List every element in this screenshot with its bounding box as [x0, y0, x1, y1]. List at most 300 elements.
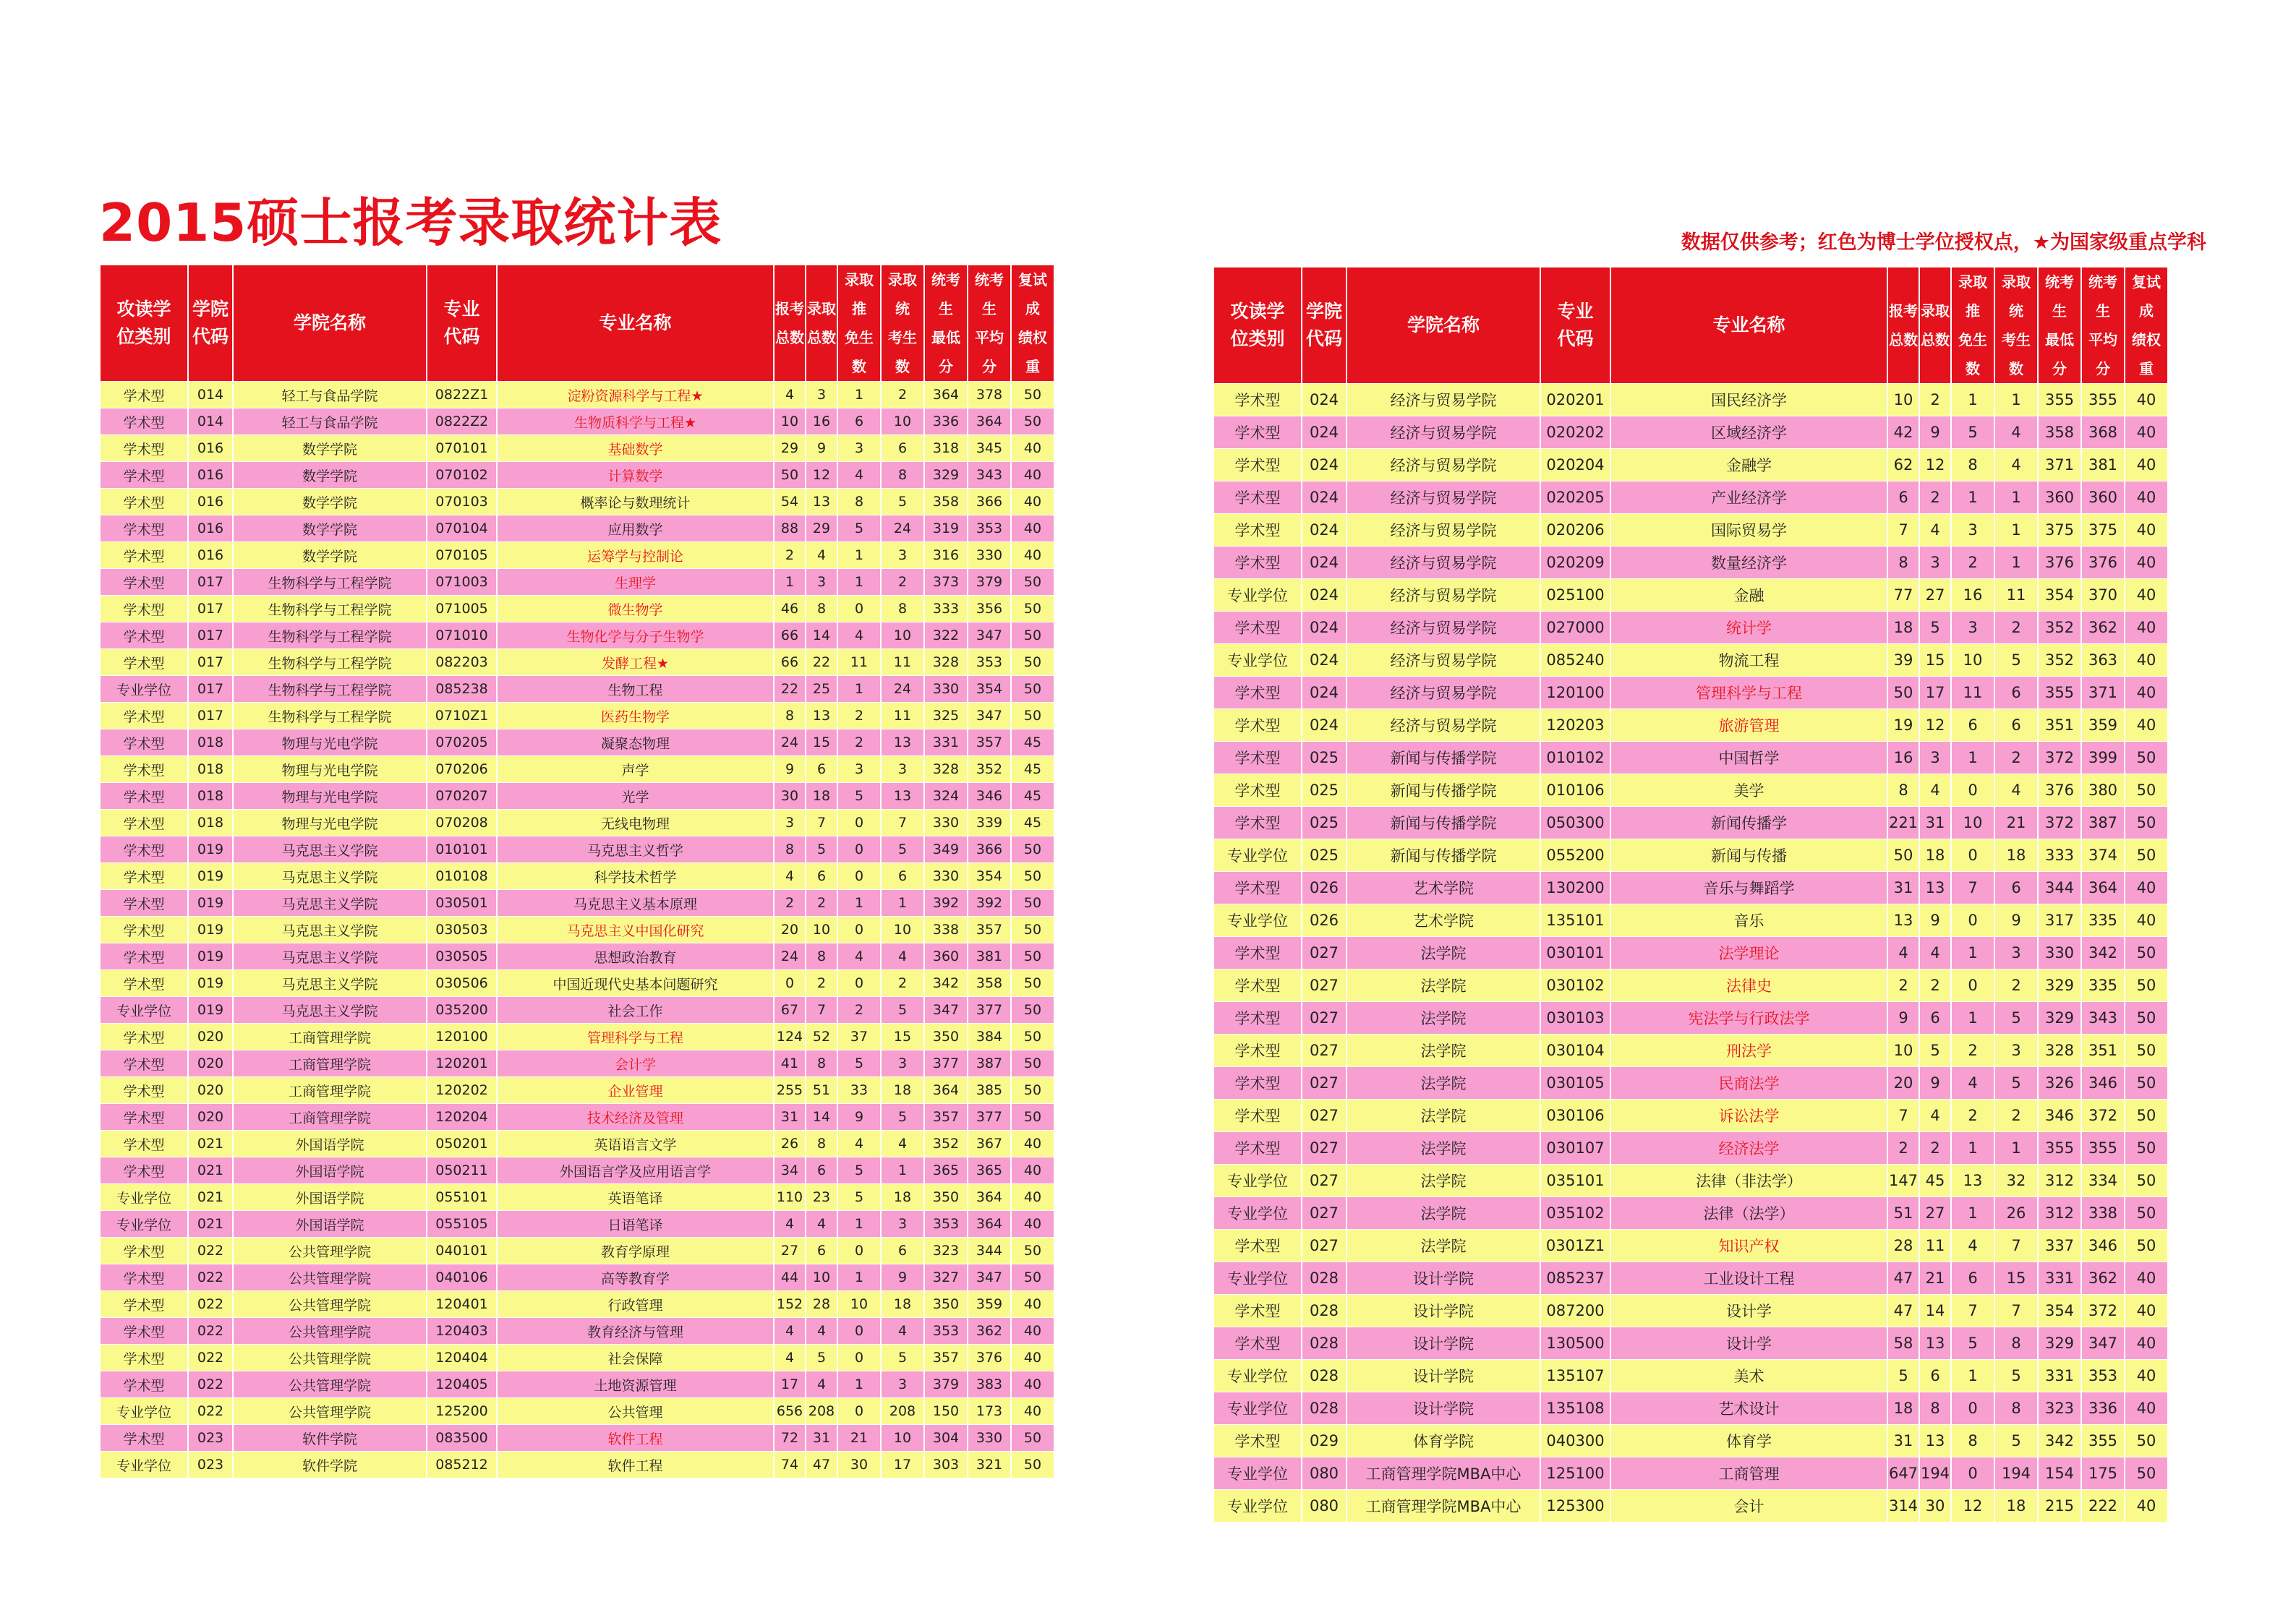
cell-exam: 3	[882, 542, 923, 568]
cell-weight: 50	[1012, 1050, 1054, 1076]
column-header-line: 录取推	[1958, 273, 1987, 320]
cell-major-code: 030102	[1541, 969, 1610, 1001]
cell-applied: 2	[1888, 1132, 1919, 1164]
cell-exempt: 5	[838, 1184, 880, 1210]
cell-college-code: 019	[189, 917, 232, 943]
table-row	[1214, 677, 2167, 708]
cell-weight: 50	[1012, 622, 1054, 648]
column-header-line: 学院	[1305, 301, 1342, 322]
cell-type: 学术型	[1214, 384, 1301, 416]
cell-exempt: 1	[1952, 937, 1994, 969]
cell-exam: 2	[882, 569, 923, 595]
table-row	[101, 1050, 1054, 1076]
cell-major-code: 120100	[1541, 677, 1610, 708]
cell-exam: 1	[882, 1157, 923, 1183]
cell-min: 342	[2039, 1425, 2081, 1457]
cell-type: 专业学位	[1214, 1165, 1301, 1196]
cell-exempt: 1	[1952, 1002, 1994, 1034]
table-row	[101, 729, 1054, 755]
cell-college: 公共管理学院	[234, 1345, 426, 1371]
cell-avg: 378	[968, 382, 1010, 408]
cell-major-code: 040106	[427, 1264, 496, 1290]
cell-min: 326	[2039, 1067, 2081, 1099]
cell-admitted: 2	[1920, 384, 1950, 416]
cell-avg: 173	[968, 1398, 1010, 1424]
cell-applied: 7	[1888, 514, 1919, 546]
cell-type: 专业学位	[1214, 1360, 1301, 1392]
cell-weight: 40	[1012, 1371, 1054, 1397]
cell-exempt: 1	[838, 890, 880, 916]
column-header-line: 攻读学	[1230, 301, 1285, 322]
cell-min: 358	[925, 489, 967, 515]
cell-exempt: 6	[1952, 709, 1994, 741]
column-header-line: 总数	[807, 329, 836, 346]
cell-exempt: 0	[838, 596, 880, 622]
cell-type: 学术型	[1214, 1002, 1301, 1034]
cell-admitted: 45	[1920, 1165, 1950, 1196]
column-header	[1920, 267, 1950, 383]
table-row	[101, 649, 1054, 675]
cell-avg: 346	[2082, 1230, 2124, 1262]
cell-major: 经济法学	[1611, 1132, 1887, 1164]
cell-admitted: 2	[806, 890, 837, 916]
cell-applied: 10	[1888, 1035, 1919, 1066]
cell-type: 学术型	[101, 1318, 187, 1344]
cell-major: 法律史	[1611, 969, 1887, 1001]
cell-college: 新闻与传播学院	[1347, 807, 1540, 839]
cell-exempt: 0	[1952, 1457, 1994, 1489]
cell-applied: 62	[1888, 449, 1919, 481]
cell-college-code: 026	[1302, 872, 1346, 904]
cell-type: 专业学位	[101, 1211, 187, 1237]
cell-avg: 338	[2082, 1197, 2124, 1229]
cell-exempt: 1	[1952, 1360, 1994, 1392]
cell-avg: 359	[968, 1291, 1010, 1317]
cell-college: 经济与贸易学院	[1347, 514, 1540, 546]
column-header-line: 代码	[192, 326, 229, 347]
column-header-line: 专业	[443, 299, 480, 320]
cell-college: 法学院	[1347, 1197, 1540, 1229]
cell-admitted: 9	[1920, 904, 1950, 936]
cell-exempt: 1	[838, 676, 880, 702]
cell-major: 中国哲学	[1611, 742, 1887, 774]
cell-weight: 40	[2125, 1490, 2167, 1522]
cell-weight: 40	[1012, 515, 1054, 541]
cell-admitted: 13	[806, 489, 837, 515]
cell-exam: 3	[882, 1371, 923, 1397]
column-header	[1995, 267, 2037, 383]
cell-weight: 50	[1012, 703, 1054, 729]
cell-college-code: 019	[189, 997, 232, 1023]
cell-exam: 10	[882, 1425, 923, 1451]
cell-applied: 29	[774, 435, 805, 461]
cell-avg: 365	[968, 1157, 1010, 1183]
cell-major-code: 0710Z1	[427, 703, 496, 729]
cell-avg: 343	[968, 462, 1010, 488]
cell-college-code: 021	[189, 1184, 232, 1210]
cell-exam: 1	[1995, 547, 2037, 578]
cell-weight: 50	[2125, 1230, 2167, 1262]
cell-avg: 347	[968, 622, 1010, 648]
cell-college: 经济与贸易学院	[1347, 547, 1540, 578]
cell-weight: 45	[1012, 756, 1054, 782]
cell-weight: 50	[1012, 1264, 1054, 1290]
cell-college-code: 022	[189, 1398, 232, 1424]
cell-college: 设计学院	[1347, 1262, 1540, 1294]
stat-table-right	[1213, 267, 2169, 1523]
cell-college: 马克思主义学院	[234, 890, 426, 916]
cell-applied: 20	[774, 917, 805, 943]
cell-weight: 50	[1012, 970, 1054, 996]
cell-college-code: 016	[189, 515, 232, 541]
cell-weight: 40	[2125, 416, 2167, 448]
cell-exam: 4	[1995, 774, 2037, 806]
cell-college-code: 024	[1302, 547, 1346, 578]
column-header-line: 专业名称	[599, 312, 672, 333]
cell-avg: 335	[2082, 969, 2124, 1001]
cell-college: 生物科学与工程学院	[234, 622, 426, 648]
cell-exempt: 1	[838, 1211, 880, 1237]
cell-exam: 3	[882, 1050, 923, 1076]
cell-min: 327	[925, 1264, 967, 1290]
cell-major-code: 070104	[427, 515, 496, 541]
cell-type: 学术型	[101, 569, 187, 595]
cell-major: 生物化学与分子生物学	[498, 622, 773, 648]
cell-weight: 50	[1012, 836, 1054, 862]
cell-type: 学术型	[1214, 612, 1301, 643]
cell-college: 公共管理学院	[234, 1264, 426, 1290]
cell-exempt: 33	[838, 1077, 880, 1103]
cell-applied: 19	[1888, 709, 1919, 741]
cell-exam: 5	[1995, 644, 2037, 676]
table-row	[101, 970, 1054, 996]
cell-exam: 26	[1995, 1197, 2037, 1229]
cell-admitted: 51	[806, 1077, 837, 1103]
column-header	[1347, 267, 1540, 383]
cell-exam: 13	[882, 783, 923, 809]
cell-major: 诉讼法学	[1611, 1100, 1887, 1131]
column-header	[1302, 267, 1346, 383]
cell-major-code: 120403	[427, 1318, 496, 1344]
cell-weight: 40	[2125, 514, 2167, 546]
cell-exam: 9	[882, 1264, 923, 1290]
column-header	[2125, 267, 2167, 383]
cell-type: 学术型	[1214, 709, 1301, 741]
cell-major-code: 035200	[427, 997, 496, 1023]
cell-weight: 40	[2125, 872, 2167, 904]
table-row	[1214, 1002, 2167, 1034]
cell-college: 新闻与传播学院	[1347, 742, 1540, 774]
cell-major-code: 120204	[427, 1104, 496, 1130]
table-row	[101, 489, 1054, 515]
cell-major-code: 071010	[427, 622, 496, 648]
cell-exam: 2	[1995, 1100, 2037, 1131]
cell-major: 土地资源管理	[498, 1371, 773, 1397]
cell-exam: 1	[1995, 1132, 2037, 1164]
cell-weight: 40	[2125, 449, 2167, 481]
cell-admitted: 13	[1920, 1327, 1950, 1359]
cell-admitted: 5	[1920, 1035, 1950, 1066]
cell-min: 365	[925, 1157, 967, 1183]
cell-weight: 40	[2125, 547, 2167, 578]
cell-college: 生物科学与工程学院	[234, 703, 426, 729]
cell-exam: 5	[1995, 1425, 2037, 1457]
cell-applied: 0	[774, 970, 805, 996]
column-header-line: 平均分	[975, 329, 1004, 375]
cell-weight: 50	[2125, 1035, 2167, 1066]
cell-college: 软件学院	[234, 1425, 426, 1451]
cell-weight: 50	[1012, 676, 1054, 702]
cell-min: 355	[2039, 384, 2081, 416]
cell-weight: 40	[1012, 1318, 1054, 1344]
cell-weight: 40	[1012, 1345, 1054, 1371]
cell-college: 法学院	[1347, 1100, 1540, 1131]
column-header-line: 最低分	[931, 329, 960, 375]
cell-college-code: 016	[189, 489, 232, 515]
cell-major: 无线电物理	[498, 810, 773, 836]
cell-exempt: 0	[838, 863, 880, 889]
table-row	[1214, 1067, 2167, 1099]
cell-min: 319	[925, 515, 967, 541]
cell-type: 学术型	[101, 970, 187, 996]
table-row	[1214, 839, 2167, 871]
cell-exempt: 4	[1952, 1067, 1994, 1099]
cell-major: 法律（法学）	[1611, 1197, 1887, 1229]
cell-admitted: 31	[806, 1425, 837, 1451]
cell-applied: 13	[1888, 904, 1919, 936]
column-header-line: 攻读学	[116, 299, 171, 320]
column-header	[925, 265, 967, 381]
cell-major: 日语笔译	[498, 1211, 773, 1237]
cell-exempt: 0	[838, 917, 880, 943]
cell-major: 音乐	[1611, 904, 1887, 936]
cell-major: 马克思主义中国化研究	[498, 917, 773, 943]
cell-college: 数学学院	[234, 462, 426, 488]
cell-min: 330	[925, 810, 967, 836]
table-row	[101, 569, 1054, 595]
cell-exam: 7	[882, 810, 923, 836]
cell-major-code: 010106	[1541, 774, 1610, 806]
cell-college: 设计学院	[1347, 1392, 1540, 1424]
cell-type: 学术型	[101, 1425, 187, 1451]
cell-college: 经济与贸易学院	[1347, 579, 1540, 611]
table-row	[1214, 742, 2167, 774]
cell-major-code: 030104	[1541, 1035, 1610, 1066]
cell-exempt: 5	[1952, 1327, 1994, 1359]
cell-college: 经济与贸易学院	[1347, 481, 1540, 513]
table-row	[101, 1291, 1054, 1317]
cell-exempt: 3	[1952, 514, 1994, 546]
table-row	[1214, 1295, 2167, 1327]
cell-admitted: 25	[806, 676, 837, 702]
cell-min: 318	[925, 435, 967, 461]
cell-major-code: 120100	[427, 1024, 496, 1050]
table-row	[1214, 449, 2167, 481]
cell-applied: 27	[774, 1238, 805, 1264]
cell-college: 艺术学院	[1347, 904, 1540, 936]
cell-avg: 375	[2082, 514, 2124, 546]
table-row	[101, 943, 1054, 969]
cell-major-code: 035101	[1541, 1165, 1610, 1196]
cell-exempt: 7	[1952, 872, 1994, 904]
table-row	[101, 515, 1054, 541]
cell-major: 宪法学与行政法学	[1611, 1002, 1887, 1034]
cell-college-code: 021	[189, 1211, 232, 1237]
cell-applied: 26	[774, 1131, 805, 1157]
column-header-line: 学院名称	[1407, 314, 1480, 335]
cell-admitted: 7	[806, 997, 837, 1023]
cell-weight: 50	[2125, 1165, 2167, 1196]
cell-weight: 40	[1012, 1131, 1054, 1157]
cell-weight: 50	[1012, 1104, 1054, 1130]
cell-exempt: 10	[1952, 644, 1994, 676]
cell-college-code: 016	[189, 435, 232, 461]
cell-major-code: 0822Z2	[427, 408, 496, 434]
cell-major-code: 020204	[1541, 449, 1610, 481]
table-row	[1214, 579, 2167, 611]
cell-weight: 40	[1012, 1398, 1054, 1424]
cell-applied: 22	[774, 676, 805, 702]
cell-applied: 47	[1888, 1262, 1919, 1294]
cell-exempt: 1	[1952, 481, 1994, 513]
cell-college-code: 020	[189, 1024, 232, 1050]
cell-exam: 6	[1995, 872, 2037, 904]
cell-min: 352	[925, 1131, 967, 1157]
cell-college-code: 024	[1302, 709, 1346, 741]
cell-major: 高等教育学	[498, 1264, 773, 1290]
cell-college-code: 025	[1302, 807, 1346, 839]
cell-college: 设计学院	[1347, 1295, 1540, 1327]
cell-college: 外国语学院	[234, 1184, 426, 1210]
cell-applied: 7	[1888, 1100, 1919, 1131]
table-row	[1214, 709, 2167, 741]
cell-applied: 18	[1888, 1392, 1919, 1424]
cell-min: 329	[2039, 969, 2081, 1001]
table-row	[101, 382, 1054, 408]
cell-college-code: 020	[189, 1050, 232, 1076]
cell-major-code: 070206	[427, 756, 496, 782]
cell-exempt: 8	[838, 489, 880, 515]
cell-college-code: 017	[189, 569, 232, 595]
cell-type: 学术型	[101, 622, 187, 648]
cell-applied: 51	[1888, 1197, 1919, 1229]
cell-college-code: 018	[189, 783, 232, 809]
cell-exempt: 8	[1952, 449, 1994, 481]
cell-exam: 7	[1995, 1230, 2037, 1262]
cell-exempt: 2	[1952, 1035, 1994, 1066]
cell-applied: 1	[774, 569, 805, 595]
cell-major-code: 130500	[1541, 1327, 1610, 1359]
table-row	[101, 1077, 1054, 1103]
cell-applied: 8	[1888, 774, 1919, 806]
cell-exam: 6	[882, 1238, 923, 1264]
cell-exam: 24	[882, 676, 923, 702]
column-header	[427, 265, 496, 381]
cell-admitted: 4	[1920, 1100, 1950, 1131]
table-row	[101, 703, 1054, 729]
cell-major-code: 020209	[1541, 547, 1610, 578]
cell-weight: 50	[1012, 1238, 1054, 1264]
cell-avg: 357	[968, 729, 1010, 755]
cell-type: 学术型	[101, 863, 187, 889]
cell-admitted: 2	[1920, 481, 1950, 513]
cell-college: 法学院	[1347, 1165, 1540, 1196]
cell-exam: 6	[882, 435, 923, 461]
cell-avg: 377	[968, 1104, 1010, 1130]
cell-admitted: 15	[806, 729, 837, 755]
cell-avg: 339	[968, 810, 1010, 836]
cell-college-code: 024	[1302, 612, 1346, 643]
cell-major-code: 070208	[427, 810, 496, 836]
cell-applied: 20	[1888, 1067, 1919, 1099]
cell-admitted: 3	[806, 569, 837, 595]
cell-college: 经济与贸易学院	[1347, 449, 1540, 481]
cell-min: 376	[2039, 774, 2081, 806]
cell-admitted: 6	[806, 863, 837, 889]
cell-min: 329	[925, 462, 967, 488]
cell-exam: 6	[1995, 677, 2037, 708]
cell-weight: 50	[2125, 774, 2167, 806]
table-row	[1214, 807, 2167, 839]
cell-avg: 372	[2082, 1295, 2124, 1327]
cell-exam: 10	[882, 622, 923, 648]
cell-major-code: 020201	[1541, 384, 1610, 416]
cell-major: 金融	[1611, 579, 1887, 611]
table-row	[1214, 644, 2167, 676]
column-header-line: 复试成	[2132, 273, 2161, 320]
column-header	[1012, 265, 1054, 381]
cell-exempt: 1	[838, 542, 880, 568]
cell-exempt: 3	[838, 756, 880, 782]
cell-exam: 5	[1995, 1002, 2037, 1034]
cell-exam: 13	[882, 729, 923, 755]
table-row	[101, 676, 1054, 702]
cell-college-code: 027	[1302, 1002, 1346, 1034]
cell-type: 专业学位	[101, 1184, 187, 1210]
cell-type: 专业学位	[101, 1398, 187, 1424]
cell-applied: 6	[1888, 481, 1919, 513]
cell-min: 330	[2039, 937, 2081, 969]
cell-weight: 50	[2125, 1425, 2167, 1457]
cell-weight: 50	[2125, 937, 2167, 969]
cell-major: 计算数学	[498, 462, 773, 488]
cell-min: 373	[925, 569, 967, 595]
column-header-line: 代码	[1305, 328, 1342, 349]
cell-weight: 50	[1012, 1024, 1054, 1050]
cell-min: 351	[2039, 709, 2081, 741]
cell-admitted: 18	[1920, 839, 1950, 871]
cell-exam: 1	[1995, 384, 2037, 416]
column-header	[838, 265, 880, 381]
cell-applied: 24	[774, 729, 805, 755]
cell-college-code: 028	[1302, 1295, 1346, 1327]
cell-college-code: 014	[189, 382, 232, 408]
cell-exam: 11	[882, 649, 923, 675]
cell-college-code: 028	[1302, 1360, 1346, 1392]
table-row	[101, 810, 1054, 836]
table-row	[1214, 1165, 2167, 1196]
cell-major: 设计学	[1611, 1295, 1887, 1327]
cell-admitted: 15	[1920, 644, 1950, 676]
cell-min: 358	[2039, 416, 2081, 448]
cell-major-code: 070103	[427, 489, 496, 515]
cell-exam: 2	[882, 382, 923, 408]
cell-applied: 4	[774, 1318, 805, 1344]
cell-min: 323	[2039, 1392, 2081, 1424]
cell-major: 科学技术哲学	[498, 863, 773, 889]
cell-type: 学术型	[1214, 807, 1301, 839]
cell-avg: 344	[968, 1238, 1010, 1264]
